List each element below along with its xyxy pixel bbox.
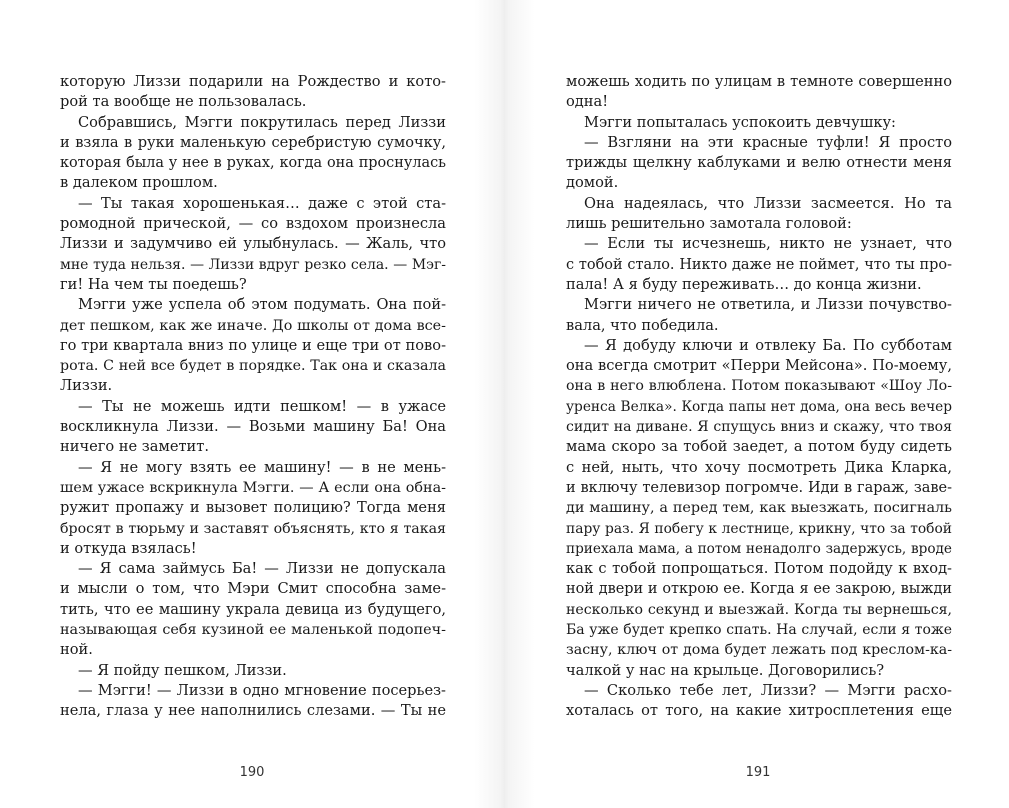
text-line: мне туда нельзя. — Лиззи вдруг резко села. — Мэг- <box>60 256 446 273</box>
text-line: ружит пропажу и вызовет полицию? Тогда меня <box>60 499 446 517</box>
text-line: го три квартала вниз по улице и еще три от пово- <box>60 336 446 354</box>
text-line: сидит на диване. Я спущусь вниз и скажу, что твоя <box>566 419 952 436</box>
left-page-text <box>60 72 446 722</box>
text-line: рота. С ней все будет в порядке. Так она и сказала <box>60 358 446 375</box>
text-line: Мэгги уже успела об этом подумать. Она пой- <box>78 296 446 314</box>
text-line: вала, что победила. <box>566 316 719 334</box>
text-line: Мэгги ничего не ответила, и Лиззи почувство- <box>584 296 952 314</box>
text-line: с тобой стало. Никто даже не поймет, что ты про- <box>566 256 952 273</box>
text-line: — Я сама займусь Ба! — Лиззи не допускала <box>78 560 446 578</box>
text-line: чалкой у нас на крыльце. Договорились? <box>566 661 885 679</box>
text-line: Лиззи и задумчиво ей улыбнулась. — Жаль, что <box>60 235 446 253</box>
right-page-number: 191 <box>745 765 771 780</box>
text-line: рой та вообще не пользовалась. <box>60 93 307 111</box>
text-line: можешь ходить по улицам в темноте совершенно <box>566 73 952 90</box>
right-page-text <box>566 72 952 722</box>
text-line: трижды щелкну каблуками и велю отнести меня <box>566 154 952 172</box>
text-line: и откуда взялась! <box>60 539 197 557</box>
text-line: и включу телевизор погромче. Иди в гараж, заве- <box>566 479 952 496</box>
text-line: — Я добуду ключи и отвлеку Ба. По субботам <box>584 336 952 354</box>
text-line: ги! На чем ты поедешь? <box>60 275 247 293</box>
text-line: она в него влюблена. Потом показывают «Шоу Ло- <box>566 378 952 395</box>
text-line: уренса Велка». Когда папы нет дома, она весь вечер <box>566 398 952 415</box>
text-line: пару раз. Я побегу к лестнице, крикну, что за тобой <box>566 520 952 537</box>
text-line: которая была у нее в руках, когда она проснулась <box>60 155 446 172</box>
text-line: как с тобой попрощаться. Потом подойду к вход- <box>566 560 952 578</box>
text-line: — Если ты исчезнешь, никто не узнает, что <box>584 235 952 253</box>
text-line: пала! А я буду переживать… до конца жизни. <box>566 275 922 293</box>
text-line: с ней, ныть, что хочу посмотреть Дика Кларка, <box>566 458 952 476</box>
text-line: — Сколько тебе лет, Лиззи? — Мэгги расхо- <box>584 681 952 699</box>
text-line: — Мэгги! — Лиззи в одно мгновение посерьез- <box>78 681 446 699</box>
text-line: тить, что ее машину украла девица из будущего, <box>60 600 446 618</box>
text-line: ди машину, а перед тем, как выезжать, посигналь <box>566 500 952 517</box>
text-line: Лиззи. <box>60 377 113 395</box>
text-line: и взяла в руки маленькую серебристую сумочку, <box>60 133 446 151</box>
text-line: засну, ключ от дома будет лежать под креслом-ка- <box>566 642 952 659</box>
text-line: называющая себя кузиной ее маленькой подопеч- <box>60 622 446 639</box>
text-line: ничего не заметит. <box>60 438 209 456</box>
text-line: — Ты такая хорошенькая… даже с этой ста- <box>78 194 446 212</box>
text-line: и мысли о том, что Мэри Смит способна заме- <box>60 580 446 598</box>
text-line: Мэгги попыталась успокоить девчушку: <box>584 113 896 131</box>
text-line: лишь решительно замотала головой: <box>566 215 852 233</box>
text-line: ромодной прической, — со вздохом произнесла <box>60 215 446 233</box>
text-line: несколько секунд и выезжай. Когда ты вернешься, <box>566 601 952 618</box>
text-line: — Взгляни на эти красные туфли! Я просто <box>584 133 952 151</box>
text-line: которую Лиззи подарили на Рождество и кото- <box>60 73 446 90</box>
text-line: мама скоро за тобой заедет, а потом буду сидеть <box>566 438 952 456</box>
text-line: одна! <box>566 93 609 111</box>
left-page-number: 190 <box>239 765 265 780</box>
text-line: приехала мама, а потом ненадолго задержусь, вроде <box>566 540 952 557</box>
text-line: дет пешком, как же иначе. До школы от дома все- <box>60 317 446 334</box>
text-line: шем ужасе вскрикнула Мэгги. — А если она обна- <box>60 479 446 496</box>
text-line: Она надеялась, что Лиззи засмеется. Но та <box>584 194 952 212</box>
text-line: нела, глаза у нее наполнились слезами. — Ты не <box>60 702 446 720</box>
text-line: в далеком прошлом. <box>60 174 218 192</box>
text-line: воскликнула Лиззи. — Возьми машину Ба! Она <box>60 418 446 436</box>
text-line: Ба уже будет крепко спать. На случай, если я тоже <box>566 622 952 639</box>
text-line: — Я пойду пешком, Лиззи. <box>78 661 287 679</box>
text-line: она всегда смотрит «Перри Мейсона». По-моему, <box>566 357 952 375</box>
text-line: Собравшись, Мэгги покрутилась перед Лиззи <box>78 113 446 131</box>
text-line: ной. <box>60 641 93 659</box>
text-line: бросят в тюрьму и заставят объяснять, кто я такая <box>60 520 446 537</box>
text-line: ной двери и открою ее. Когда я ее закрою, выжди <box>566 581 952 598</box>
text-line: домой. <box>566 174 619 192</box>
text-line: — Ты не можешь идти пешком! — в ужасе <box>78 397 446 415</box>
text-line: — Я не могу взять ее машину! — в не мень- <box>78 458 446 476</box>
text-line: хоталась от того, на какие хитросплетения еще <box>566 702 952 720</box>
